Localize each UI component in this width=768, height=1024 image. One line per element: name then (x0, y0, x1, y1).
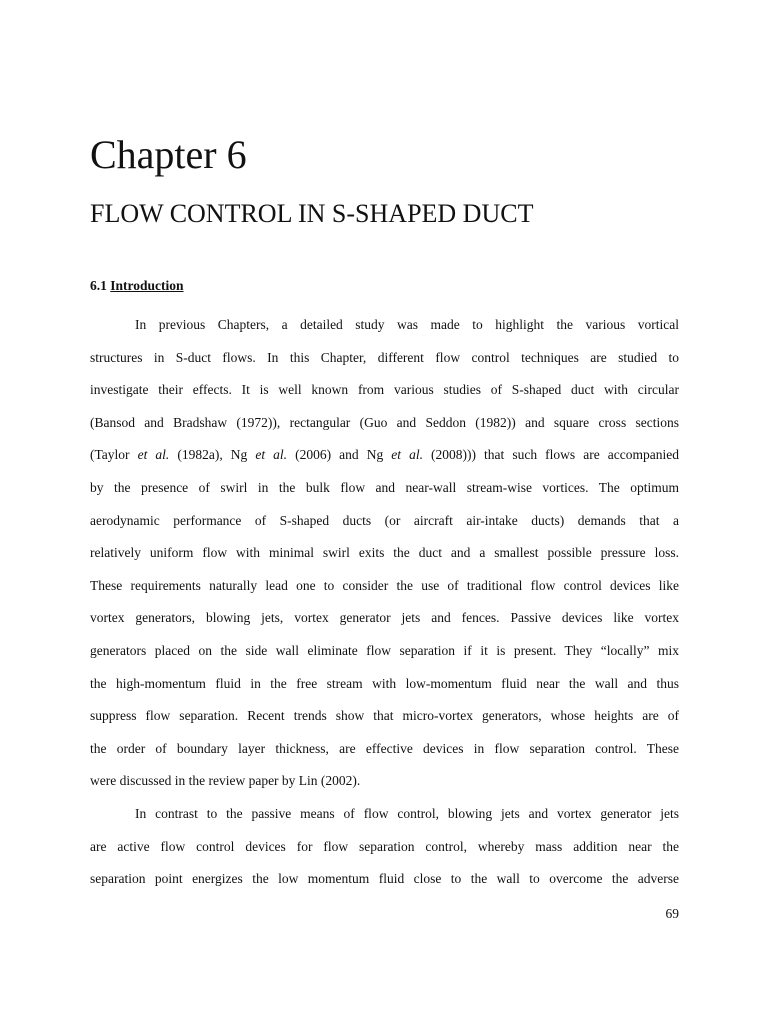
text-line (90, 570, 679, 603)
text-segment: separation point energizes the low momentum fluid close to the wall to overcome the adverse (90, 871, 679, 887)
text-segment: relatively uniform flow with minimal swirl exits the duct and a smallest possible pressure loss. (90, 545, 679, 561)
text-segment: were discussed in the review paper by Lin (2002). (90, 773, 361, 789)
chapter-title: FLOW CONTROL IN S-SHAPED DUCT (90, 199, 534, 228)
body-text (90, 309, 679, 896)
text-segment: generators placed on the side wall eliminate flow separation if it is present. They “locally” mix (90, 642, 679, 658)
text-segment: structures in S-duct flows. In this Chapter, different flow control techniques are studied to (90, 349, 679, 365)
text-segment: (1982a), Ng (169, 447, 256, 463)
text-line (90, 439, 679, 472)
section-title: Introduction (110, 278, 184, 293)
text-line (90, 309, 679, 342)
text-segment: vortex generators, blowing jets, vortex generator jets and fences. Passive devices like vortex (90, 610, 679, 626)
text-segment: In contrast to the passive means of flow control, blowing jets and vortex generator jets (135, 805, 679, 821)
paragraph-2 (90, 798, 679, 896)
text-line (90, 342, 679, 375)
italic-text: et al. (137, 447, 170, 463)
text-segment: (2006) and Ng (287, 447, 392, 463)
text-line (90, 505, 679, 538)
text-segment: the high-momentum fluid in the free stream with low-momentum fluid near the wall and thus (90, 675, 679, 691)
italic-text: et al. (391, 447, 423, 463)
text-segment: are active flow control devices for flow separation control, whereby mass addition near the (90, 838, 679, 854)
text-line (90, 635, 679, 668)
text-segment: In previous Chapters, a detailed study was made to highlight the various vortical (135, 317, 679, 332)
text-line (90, 602, 679, 635)
text-segment: the order of boundary layer thickness, are effective devices in flow separation control. These (90, 740, 679, 756)
page-number: 69 (665, 906, 679, 921)
text-line (90, 537, 679, 570)
text-segment: (Bansod and Bradshaw (1972)), rectangular (Guo and Seddon (1982)) and square cross sections (90, 414, 679, 430)
section-number: 6.1 (90, 278, 107, 293)
text-segment: (2008))) that such flows are accompanied (422, 447, 679, 463)
text-segment: suppress flow separation. Recent trends show that micro-vortex generators, whose heights are of (90, 708, 679, 724)
text-line (90, 668, 679, 701)
paragraph-1 (90, 309, 679, 798)
text-line (90, 863, 679, 896)
text-segment: by the presence of swirl in the bulk flow and near-wall stream-wise vortices. The optimum (90, 479, 679, 495)
text-segment: These requirements naturally lead one to consider the use of traditional flow control devices like (90, 577, 679, 593)
text-line (90, 407, 679, 440)
text-line (90, 765, 679, 798)
chapter-label: Chapter 6 (90, 132, 247, 177)
text-line (90, 831, 679, 864)
section-heading (90, 277, 184, 295)
italic-text: et al. (255, 447, 288, 463)
text-segment: investigate their effects. It is well known from various studies of S-shaped duct with circular (90, 382, 679, 398)
text-line (90, 472, 679, 505)
text-segment: (Taylor (90, 447, 138, 463)
text-line (90, 700, 679, 733)
text-segment: aerodynamic performance of S-shaped ducts (or aircraft air-intake ducts) demands that a (90, 512, 679, 528)
text-line (90, 798, 679, 831)
text-line (90, 733, 679, 766)
text-line (90, 374, 679, 407)
